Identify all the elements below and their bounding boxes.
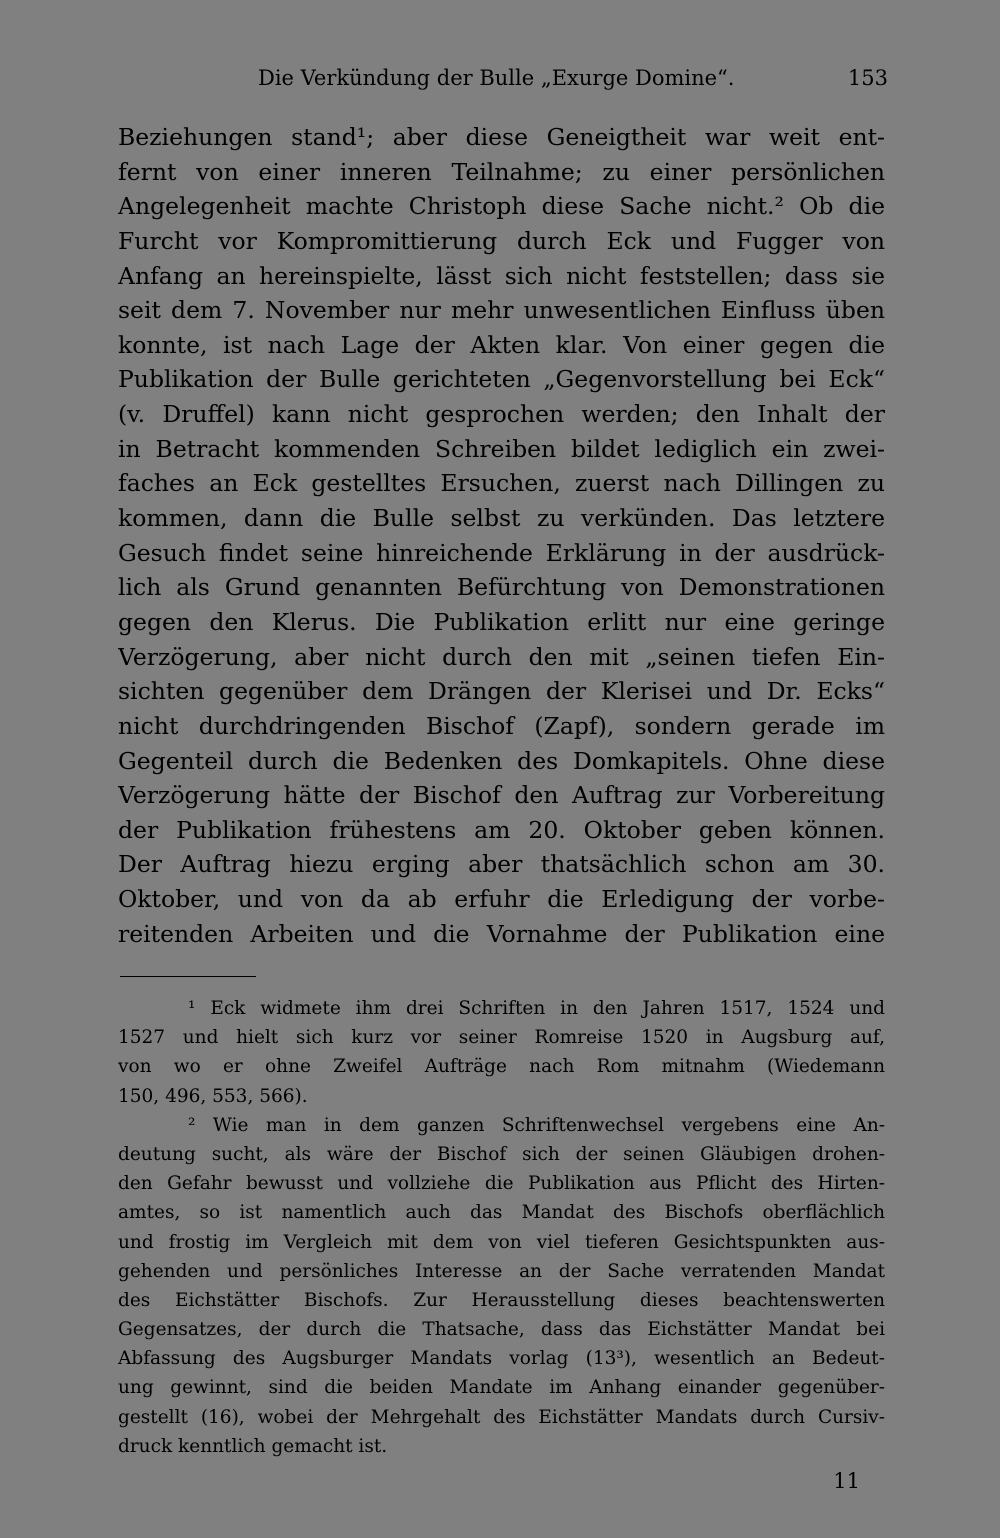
text-line: Verzögerung hätte der Bischof den Auftrag zur Vorbereitung (118, 781, 885, 810)
text-line: seit dem 7. November nur mehr unwesentlichen Einfluss üben (118, 296, 885, 325)
text-line: Der Auftrag hiezu erging aber thatsächlich schon am 30. (118, 850, 885, 879)
text-line: (v. Druffel) kann nicht gesprochen werden; den Inhalt der (118, 400, 885, 429)
text-line: in Betracht kommenden Schreiben bildet lediglich ein zwei- (118, 434, 885, 463)
page-number: 153 (847, 66, 888, 90)
footnote-line: Gegensatzes, der durch die Thatsache, dass das Eichstätter Mandat bei (118, 1319, 885, 1341)
footnote-line: ² Wie man in dem ganzen Schriftenwechsel vergebens eine An- (188, 1114, 885, 1136)
running-title: Die Verkündung der Bulle „Exurge Domine“. (258, 66, 735, 90)
text-line: Oktober, und von da ab erfuhr die Erledigung der vorbe- (118, 885, 885, 914)
text-line: reitenden Arbeiten und die Vornahme der Publikation eine (118, 919, 885, 948)
footnote-divider (120, 976, 256, 977)
footnote-line: 150, 496, 553, 566). (118, 1085, 308, 1107)
text-line: Publikation der Bulle gerichteten „Gegenvorstellung bei Eck“ (118, 365, 885, 394)
text-line: Gegenteil durch die Bedenken des Domkapitels. Ohne diese (118, 746, 885, 775)
footnote-line: und frostig im Vergleich mit dem von viel tieferen Gesichtspunkten aus- (118, 1231, 885, 1253)
text-line: gegen den Klerus. Die Publikation erlitt nur eine geringe (118, 607, 885, 636)
text-line: der Publikation frühestens am 20. Oktober geben können. (118, 815, 885, 844)
footnote-line: deutung sucht, als wäre der Bischof sich der seinen Gläubigen drohen- (118, 1143, 885, 1165)
text-line: fernt von einer inneren Teilnahme; zu einer persönlichen (118, 157, 885, 186)
text-line: Beziehungen stand¹; aber diese Geneigtheit war weit ent- (118, 123, 885, 151)
footnote-line: des Eichstätter Bischofs. Zur Herausstellung dieses beachtenswerten (118, 1289, 885, 1311)
main-text (118, 120, 885, 951)
text-line: Anfang an hereinspielte, lässt sich nicht feststellen; dass sie (118, 261, 885, 290)
footnote-line: 1527 und hielt sich kurz vor seiner Romreise 1520 in Augsburg auf, (118, 1027, 885, 1049)
footnote-line: von wo er ohne Zweifel Aufträge nach Rom mitnahm (Wiedemann (118, 1056, 885, 1078)
running-header (258, 62, 888, 94)
footnote-line: Abfassung des Augsburger Mandats vorlag (13³), wesentlich an Bedeut- (118, 1348, 885, 1370)
text-line: Furcht vor Kompromittierung durch Eck und Fugger von (118, 226, 885, 255)
text-line: Gesuch findet seine hinreichende Erklärung in der ausdrück- (118, 538, 885, 567)
footnote-line: druck kenntlich gemacht ist. (118, 1435, 388, 1457)
text-line: Angelegenheit machte Christoph diese Sache nicht.² Ob die (118, 192, 885, 221)
text-line: lich als Grund genannten Befürchtung von Demonstrationen (118, 573, 885, 602)
footnote-line: gehenden und persönliches Interesse an der Sache verratenden Mandat (118, 1260, 885, 1282)
footnote-line: amtes, so ist namentlich auch das Mandat des Bischofs oberflächlich (118, 1202, 885, 1224)
text-line: sichten gegenüber dem Drängen der Klerisei und Dr. Ecks“ (118, 677, 885, 706)
footnote-line: den Gefahr bewusst und vollziehe die Publikation aus Pflicht des Hirten- (118, 1173, 885, 1195)
text-line: Verzögerung, aber nicht durch den mit „seinen tiefen Ein- (118, 642, 885, 671)
text-line: faches an Eck gestelltes Ersuchen, zuerst nach Dillingen zu (118, 469, 885, 498)
footnote-line: ung gewinnt, sind die beiden Mandate im Anhang einander gegenüber- (118, 1377, 885, 1399)
text-line: nicht durchdringenden Bischof (Zapf), sondern gerade im (118, 711, 885, 740)
text-line: kommen, dann die Bulle selbst zu verkünden. Das letztere (118, 504, 885, 533)
footnote-line: gestellt (16), wobei der Mehrgehalt des Eichstätter Mandats durch Cursiv- (118, 1406, 885, 1428)
signature-mark: 11 (833, 1469, 860, 1493)
footnote-line: ¹ Eck widmete ihm drei Schriften in den Jahren 1517, 1524 und (188, 998, 885, 1019)
text-line: konnte, ist nach Lage der Akten klar. Von einer gegen die (118, 330, 885, 359)
footnotes (118, 994, 885, 1461)
